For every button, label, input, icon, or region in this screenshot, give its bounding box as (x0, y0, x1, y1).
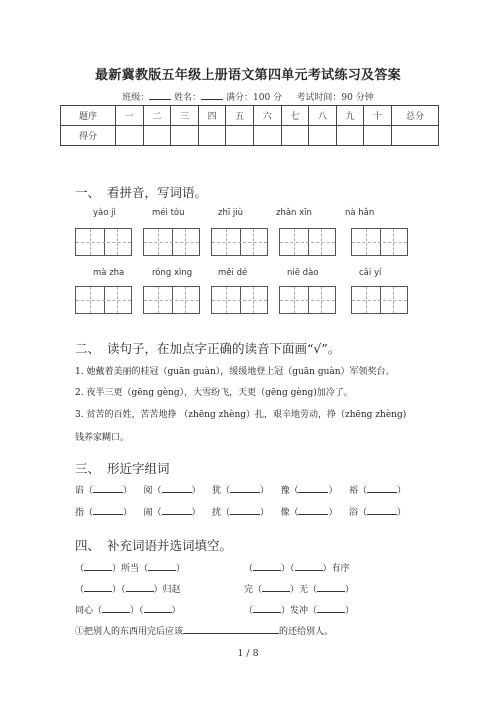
idiom-3: （ ）（ ）归赵 (75, 585, 181, 595)
score-cell[interactable] (336, 126, 364, 146)
pinyin: nà hǎn (345, 208, 375, 218)
answer-blank[interactable] (253, 562, 281, 571)
answer-blank[interactable] (298, 484, 328, 493)
full-score: 满分：100 分 (226, 93, 283, 103)
score-cell[interactable] (143, 126, 171, 146)
score-table (60, 105, 439, 146)
score-cell[interactable] (309, 126, 337, 146)
header-cell: 三 (171, 106, 199, 126)
pinyin: yào jì (93, 208, 116, 218)
answer-blank[interactable] (298, 506, 328, 515)
answer-blank[interactable] (93, 484, 123, 493)
score-row-label: 得分 (61, 126, 116, 146)
idiom-6: （ ）发冲（ ） (244, 606, 355, 616)
answer-blank[interactable] (162, 506, 192, 515)
section-3-heading (75, 459, 170, 477)
sentence-3-cont: 钱养家糊口。 (75, 433, 130, 443)
sentence-2: 2. 夜半三更（gēng gèng），大雪纷飞，天更（gēng gèng)加冷了。 (75, 388, 353, 398)
word-row-1: 谄（ ） 阅（ ） 犹（ ） 豫（ ） 裕（ ） (75, 486, 406, 496)
char: 像 (280, 508, 290, 518)
idiom-4: 完（ ）无（ ） (244, 585, 355, 595)
char: 阅 (143, 486, 153, 496)
answer-blank[interactable] (162, 484, 192, 493)
section-number: 四、 (75, 538, 101, 553)
char: 扰 (211, 508, 221, 518)
score-table-row (61, 126, 439, 146)
score-cell[interactable] (364, 126, 392, 146)
idiom-2: （ ）（ ）有序 (244, 564, 350, 574)
writing-box[interactable] (211, 228, 268, 256)
char: 指 (75, 508, 85, 518)
idiom-text: ）有序 (322, 564, 350, 574)
question-text: 的还给别人。 (279, 627, 334, 637)
score-cell[interactable] (198, 126, 226, 146)
section-number: 三、 (75, 461, 101, 476)
writing-box[interactable] (143, 286, 200, 314)
char: 谄 (75, 486, 85, 496)
header-cell: 一 (116, 106, 144, 126)
pinyin: méi tóu (152, 208, 185, 218)
section-title: 读句子，在加点字正确的读音下面画“√”。 (107, 341, 341, 356)
answer-blank[interactable] (253, 604, 281, 613)
char: 裕 (348, 486, 358, 496)
section-2-heading (75, 339, 340, 357)
section-title: 形近字组词 (107, 461, 170, 476)
char: 浴 (348, 508, 358, 518)
sentence-3: 3. 贫苦的百姓，苦苦地挣 （zhēng zhèng）扎，艰辛地劳动，挣（zhēng zhèng) (75, 410, 407, 420)
section-4-heading (75, 536, 232, 554)
section-title: 看拼音，写词语。 (107, 185, 208, 200)
answer-blank[interactable] (102, 604, 130, 613)
writing-box[interactable] (143, 228, 200, 256)
section-title: 补充词语并选词填空。 (107, 538, 233, 553)
writing-box[interactable] (351, 286, 408, 314)
answer-blank[interactable] (148, 562, 176, 571)
writing-box[interactable] (279, 286, 336, 314)
exam-time: 考试时间：90 分钟 (296, 93, 374, 103)
question-text: ①把别人的东西用完后应该 (75, 627, 184, 637)
answer-blank[interactable] (367, 484, 397, 493)
answer-blank[interactable] (367, 506, 397, 515)
writing-box[interactable] (75, 286, 132, 314)
answer-blank[interactable] (295, 562, 323, 571)
page-title: 最新冀教版五年级上册语文第四单元考试练习及答案 (95, 68, 401, 83)
name-label: 姓名： (174, 93, 202, 103)
header-cell: 八 (309, 106, 337, 126)
answer-blank[interactable] (126, 583, 154, 592)
score-cell[interactable] (392, 126, 439, 146)
score-cell[interactable] (171, 126, 199, 146)
score-cell[interactable] (281, 126, 309, 146)
word-row-2: 指（ ） 闹（ ） 扰（ ） 像（ ） 浴（ ） (75, 508, 406, 518)
header-cell: 题序 (61, 106, 116, 126)
section-1-heading (75, 183, 207, 201)
writing-box[interactable] (351, 228, 408, 256)
name-blank (201, 90, 223, 100)
section-number: 二、 (75, 341, 101, 356)
writing-box[interactable] (211, 286, 268, 314)
answer-blank[interactable] (317, 604, 345, 613)
idiom-text: ）无（ (290, 585, 318, 595)
answer-blank[interactable] (230, 506, 260, 515)
header-cell: 二 (143, 106, 171, 126)
pinyin: zhǎn xīn (276, 208, 312, 218)
pinyin: niē dào (287, 268, 319, 278)
writing-box[interactable] (279, 228, 336, 256)
answer-blank[interactable] (84, 562, 112, 571)
header-cell: 七 (281, 106, 309, 126)
idiom-5: 同心（ ）（ ） (75, 606, 181, 616)
answer-blank[interactable] (230, 484, 260, 493)
fill-question-1 (75, 624, 333, 637)
idiom-text: ）发冲（ (281, 606, 318, 616)
header-cell: 十 (364, 106, 392, 126)
class-blank (149, 90, 171, 100)
idiom-text: ）所当（ (112, 564, 149, 574)
answer-blank[interactable] (183, 625, 279, 634)
idiom-text: ）归赵 (153, 585, 181, 595)
idiom-text: 同心（ (75, 606, 103, 616)
header-cell: 九 (336, 106, 364, 126)
char: 犹 (211, 486, 221, 496)
score-cell[interactable] (253, 126, 281, 146)
exam-info (0, 90, 496, 103)
class-label: 班级： (122, 93, 150, 103)
header-cell: 五 (226, 106, 254, 126)
score-table-header (61, 106, 439, 126)
score-cell[interactable] (116, 126, 144, 146)
idiom-text: 完（ (244, 585, 263, 595)
pinyin: róng xìng (152, 268, 193, 278)
answer-blank[interactable] (317, 583, 345, 592)
section-number: 一、 (75, 185, 101, 200)
idiom-1: （ ）所当（ ） (75, 564, 186, 574)
writing-box[interactable] (75, 228, 132, 256)
header-cell: 四 (198, 106, 226, 126)
pinyin: měi dé (218, 268, 248, 278)
score-cell[interactable] (226, 126, 254, 146)
answer-blank[interactable] (144, 604, 172, 613)
sentence-1: 1. 她戴着美丽的桂冠（guān guàn），缓缓地登上冠（guān guàn）军领奖台。 (75, 367, 395, 377)
char: 豫 (280, 486, 290, 496)
header-cell: 总分 (392, 106, 439, 126)
pinyin: mà zha (93, 268, 125, 278)
char: 闹 (143, 508, 153, 518)
answer-blank[interactable] (93, 506, 123, 515)
page-number: 1 / 8 (237, 648, 259, 659)
answer-blank[interactable] (262, 583, 290, 592)
pinyin: cāi yí (359, 268, 382, 278)
answer-blank[interactable] (84, 583, 112, 592)
pinyin: zhī jiù (218, 208, 244, 218)
header-cell: 六 (253, 106, 281, 126)
